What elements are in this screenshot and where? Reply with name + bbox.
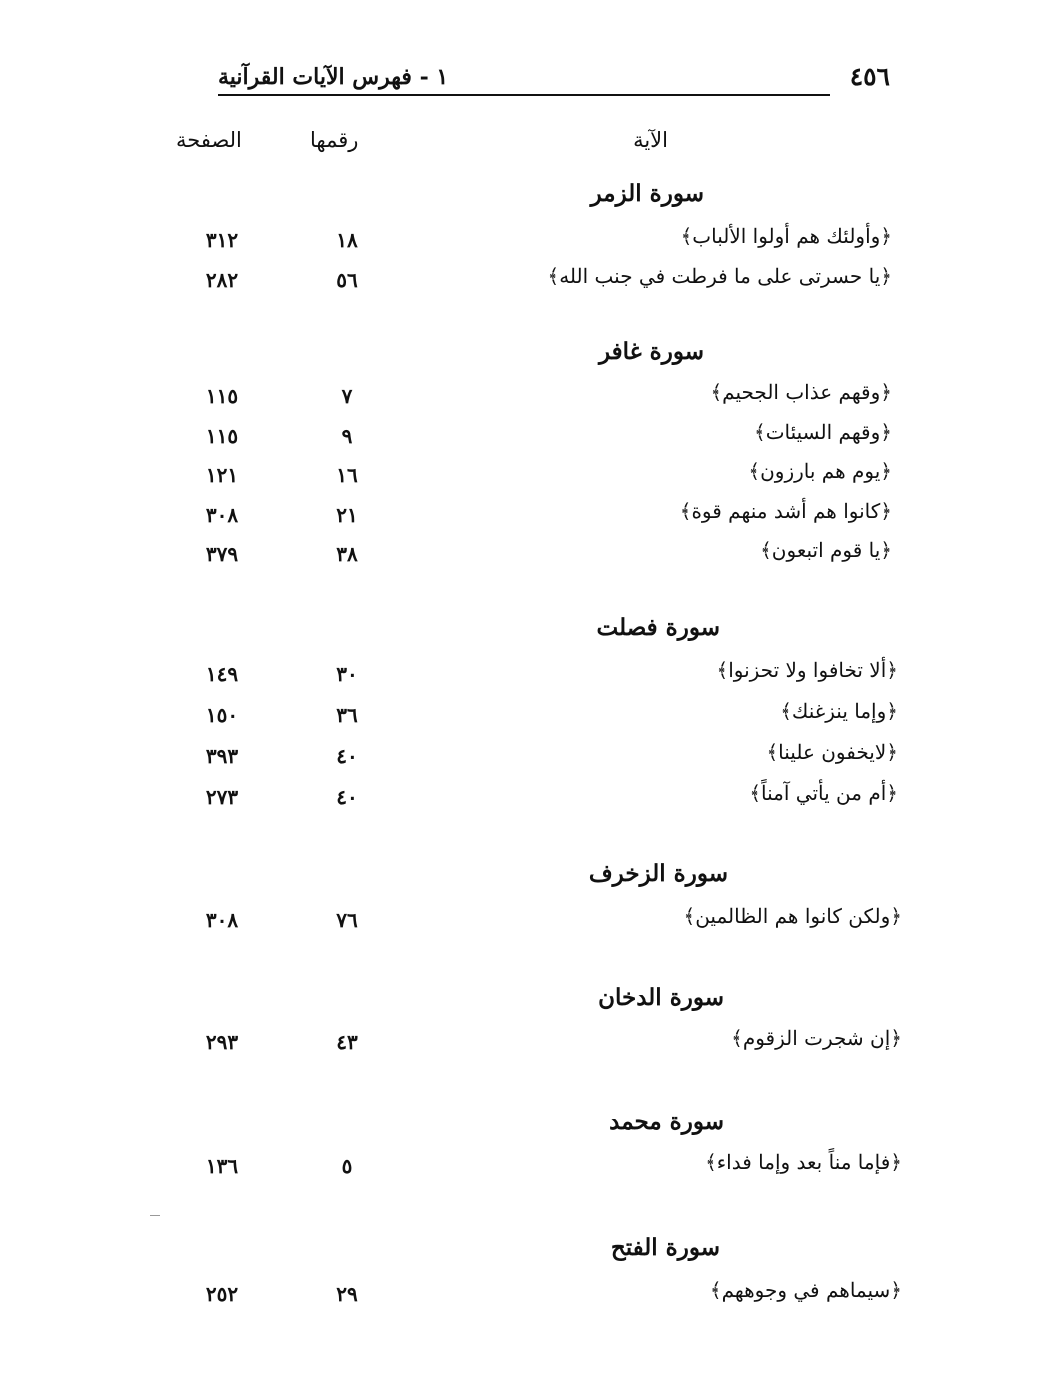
- ayah-number: ٣٨: [336, 542, 358, 566]
- ayah-number: ٧٦: [336, 908, 358, 932]
- scan-speck: [150, 1215, 160, 1216]
- ayah-text: ﴿ألا تخافوا ولا تحزنوا﴾: [716, 658, 898, 682]
- page-reference: ١٣٦: [205, 1154, 239, 1178]
- surah-title: سورة غافر: [598, 338, 704, 365]
- page-reference: ٢٥٢: [205, 1282, 239, 1306]
- surah-title: سورة الدخان: [598, 984, 724, 1011]
- ayah-number: ١٨: [336, 228, 358, 252]
- surah-title: سورة فصلت: [596, 614, 720, 641]
- ayah-number: ٣٦: [336, 703, 358, 727]
- index-title: ١ - فهرس الآيات القرآنية: [218, 64, 449, 90]
- page-reference: ٣٩٣: [205, 744, 239, 768]
- surah-title: سورة الزمر: [590, 180, 704, 207]
- page-reference: ١١٥: [205, 384, 239, 408]
- ayah-text: ﴿كانوا هم أشد منهم قوة﴾: [679, 498, 892, 523]
- page-reference: ٢٨٢: [205, 268, 239, 292]
- ayah-text: ﴿وأولئك هم أولوا الألباب﴾: [680, 224, 892, 248]
- ayah-number: ٧: [341, 384, 353, 408]
- page-reference: ٣١٢: [205, 228, 239, 252]
- ayah-text: ﴿يوم هم بارزون﴾: [748, 459, 892, 483]
- page-reference: ١٥٠: [205, 703, 239, 727]
- ayah-text: ﴿وإما ينزغنك﴾: [780, 699, 898, 723]
- page-reference: ٣٠٨: [205, 908, 239, 932]
- ayah-text: ﴿يا حسرتى على ما فرطت في جنب الله﴾: [547, 264, 892, 288]
- page-reference: ٢٩٣: [205, 1030, 239, 1054]
- ayah-number: ٢٩: [336, 1282, 358, 1306]
- page-reference: ١٤٩: [205, 662, 239, 686]
- ayah-text: ﴿وقهم السيئات﴾: [753, 419, 892, 444]
- ayah-text: ﴿أم من يأتي آمناً﴾: [749, 781, 898, 805]
- page-reference: ٣٠٨: [205, 502, 239, 527]
- column-header-number: رقمها: [310, 128, 359, 152]
- column-header-ayah: الآية: [633, 128, 668, 152]
- ayah-number: ٣٠: [336, 662, 358, 686]
- ayah-text: ﴿وقهم عذاب الجحيم﴾: [710, 380, 892, 404]
- ayah-number: ٤٠: [336, 785, 358, 809]
- surah-title: سورة الفتح: [610, 1234, 720, 1261]
- ayah-number: ٢١: [336, 502, 358, 527]
- page-reference: ٣٧٩: [205, 542, 239, 566]
- ayah-text: ﴿فإما مناً بعد وإما فداء﴾: [705, 1150, 902, 1174]
- column-header-page: الصفحة: [176, 128, 242, 152]
- page-reference: ٢٧٣: [205, 785, 239, 809]
- page-reference: ١٢١: [205, 463, 239, 487]
- ayah-text: ﴿إن شجرت الزقوم﴾: [731, 1026, 902, 1050]
- ayah-text: ﴿يا قوم اتبعون﴾: [760, 538, 892, 562]
- ayah-number: ٤٠: [336, 744, 358, 768]
- ayah-number: ١٦: [336, 463, 358, 487]
- ayah-text: ﴿ولكن كانوا هم الظالمين﴾: [683, 904, 902, 928]
- page-header: [218, 62, 890, 96]
- ayah-number: ٥٦: [336, 268, 358, 292]
- ayah-number: ٥: [341, 1154, 353, 1178]
- ayah-number: ٤٣: [336, 1030, 358, 1054]
- page-reference: ١١٥: [205, 423, 239, 448]
- surah-title: سورة الزخرف: [588, 860, 728, 887]
- ayah-number: ٩: [341, 423, 353, 448]
- ayah-text: ﴿لايخفون علينا﴾: [766, 740, 898, 764]
- page-number: ٤٥٦: [849, 62, 890, 91]
- surah-title: سورة محمد: [609, 1108, 724, 1135]
- ayah-text: ﴿سيماهم في وجوههم﴾: [709, 1278, 902, 1302]
- header-rule: [218, 94, 830, 96]
